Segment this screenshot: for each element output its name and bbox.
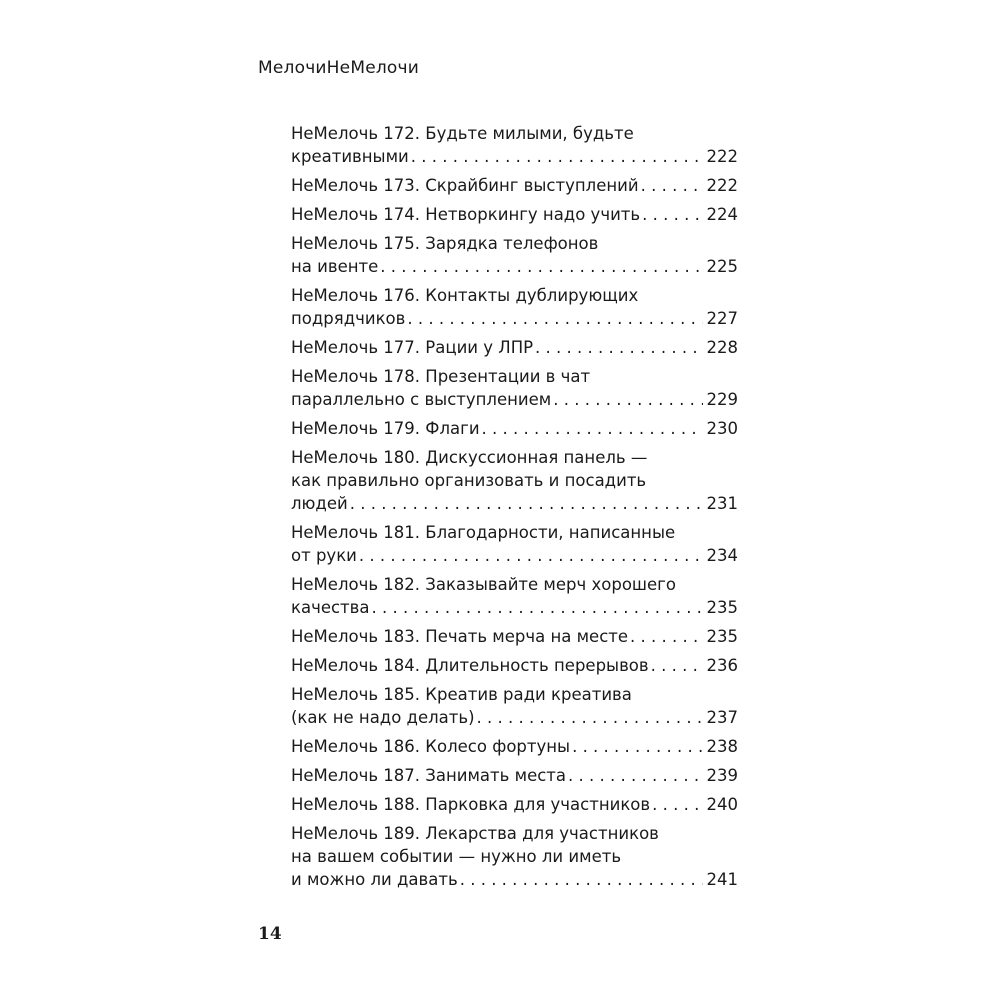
- toc-entry-title-line: качества: [291, 598, 370, 617]
- dot-leader: [568, 764, 702, 787]
- toc-entry-page-number: 235: [706, 627, 738, 646]
- toc-entry-title-line: НеМелочь 180. Дискуссионная панель —: [291, 448, 648, 467]
- dot-leader: [630, 625, 702, 648]
- dot-leader: [553, 388, 702, 411]
- dot-leader: [380, 255, 702, 278]
- toc-entry-last-line: [291, 307, 738, 330]
- dot-leader: [411, 145, 703, 168]
- toc-entry: [291, 654, 738, 677]
- toc-entry: [291, 521, 738, 567]
- toc-entry-page-number: 231: [706, 494, 738, 513]
- toc-entry-last-line: [291, 145, 738, 168]
- toc-entry-title-line: параллельно с выступлением: [291, 390, 552, 409]
- toc-entry: [291, 683, 738, 729]
- toc-entry: [291, 446, 738, 515]
- toc-entry-title-line: НеМелочь 177. Рации у ЛПР: [291, 338, 534, 357]
- toc-entry-page-number: 222: [706, 176, 738, 195]
- toc-entry-page-number: 240: [706, 795, 738, 814]
- toc-entry: [291, 573, 738, 619]
- toc-entry: [291, 735, 738, 758]
- toc-entry: [291, 822, 738, 891]
- toc-entry-last-line: [291, 174, 738, 197]
- toc-entry-title-line: НеМелочь 182. Заказывайте мерч хорошего: [291, 575, 676, 594]
- toc-entry: [291, 174, 738, 197]
- toc-entry-title-line: на ивенте: [291, 257, 379, 276]
- toc-entry-last-line: [291, 492, 738, 515]
- toc-entry-title-line: от руки: [291, 546, 357, 565]
- dot-leader: [372, 596, 703, 619]
- toc-entry-title-line: подрядчиков: [291, 309, 406, 328]
- table-of-contents: [291, 122, 738, 897]
- toc-entry-page-number: 228: [706, 338, 738, 357]
- toc-entry: [291, 417, 738, 440]
- toc-entry-title-line: НеМелочь 175. Зарядка телефонов: [291, 234, 599, 253]
- dot-leader: [350, 492, 703, 515]
- page-number: 14: [258, 924, 282, 944]
- toc-entry-title-line: НеМелочь 188. Парковка для участников: [291, 795, 651, 814]
- dot-leader: [641, 174, 703, 197]
- toc-entry-last-line: [291, 544, 738, 567]
- toc-entry: [291, 122, 738, 168]
- toc-entry-title-line: как правильно организовать и посадить: [291, 471, 647, 490]
- toc-entry-page-number: 222: [706, 147, 738, 166]
- toc-entry-title-line: НеМелочь 185. Креатив ради креатива: [291, 685, 632, 704]
- toc-entry-page-number: 238: [706, 737, 738, 756]
- toc-entry: [291, 336, 738, 359]
- toc-entry-last-line: [291, 793, 738, 816]
- toc-entry-page-number: 230: [706, 419, 738, 438]
- toc-entry-title-line: креативными: [291, 147, 409, 166]
- dot-leader: [572, 735, 702, 758]
- toc-entry-page-number: 237: [706, 708, 738, 727]
- toc-entry: [291, 625, 738, 648]
- toc-entry-page-number: 235: [706, 598, 738, 617]
- toc-entry-last-line: [291, 255, 738, 278]
- dot-leader: [651, 654, 703, 677]
- dot-leader: [407, 307, 702, 330]
- toc-entry-page-number: 241: [706, 870, 738, 889]
- dot-leader: [535, 336, 702, 359]
- toc-entry-page-number: 229: [706, 390, 738, 409]
- toc-entry-title-line: НеМелочь 181. Благодарности, написанные: [291, 523, 676, 542]
- toc-entry-title-line: на вашем событии — нужно ли иметь: [291, 847, 622, 866]
- toc-entry-title-line: НеМелочь 184. Длительность перерывов: [291, 656, 649, 675]
- toc-entry-page-number: 236: [706, 656, 738, 675]
- toc-entry: [291, 203, 738, 226]
- dot-leader: [482, 417, 703, 440]
- toc-entry-title-line: НеМелочь 174. Нетворкингу надо учить: [291, 205, 641, 224]
- toc-entry-last-line: [291, 868, 738, 891]
- toc-entry-last-line: [291, 764, 738, 787]
- toc-entry-last-line: [291, 735, 738, 758]
- toc-entry-last-line: [291, 706, 738, 729]
- dot-leader: [652, 793, 702, 816]
- dot-leader: [359, 544, 703, 567]
- toc-entry-title-line: НеМелочь 179. Флаги: [291, 419, 480, 438]
- running-head: МелочиНеМелочи: [258, 58, 420, 78]
- toc-entry: [291, 232, 738, 278]
- dot-leader: [642, 203, 702, 226]
- toc-entry-page-number: 227: [706, 309, 738, 328]
- toc-entry-title-line: НеМелочь 178. Презентации в чат: [291, 367, 591, 386]
- toc-entry-title-line: НеМелочь 186. Колесо фортуны: [291, 737, 571, 756]
- toc-entry-title-line: НеМелочь 183. Печать мерча на месте: [291, 627, 629, 646]
- toc-entry-last-line: [291, 596, 738, 619]
- toc-entry-title-line: НеМелочь 189. Лекарства для участников: [291, 824, 659, 843]
- toc-entry-last-line: [291, 203, 738, 226]
- toc-entry-page-number: 234: [706, 546, 738, 565]
- toc-entry-page-number: 225: [706, 257, 738, 276]
- toc-entry-last-line: [291, 336, 738, 359]
- toc-entry-last-line: [291, 654, 738, 677]
- toc-entry-last-line: [291, 417, 738, 440]
- toc-entry-page-number: 239: [706, 766, 738, 785]
- toc-entry-page-number: 224: [706, 205, 738, 224]
- toc-entry: [291, 365, 738, 411]
- toc-entry-title-line: и можно ли давать: [291, 870, 458, 889]
- toc-entry-title-line: НеМелочь 176. Контакты дублирующих: [291, 286, 639, 305]
- dot-leader: [460, 868, 703, 891]
- toc-entry: [291, 793, 738, 816]
- toc-entry-title-line: НеМелочь 173. Скрайбинг выступлений: [291, 176, 639, 195]
- toc-entry-title-line: (как не надо делать): [291, 708, 475, 727]
- dot-leader: [477, 706, 703, 729]
- toc-entry-title-line: НеМелочь 172. Будьте милыми, будьте: [291, 124, 634, 143]
- toc-entry: [291, 284, 738, 330]
- toc-entry: [291, 764, 738, 787]
- toc-entry-last-line: [291, 388, 738, 411]
- toc-entry-last-line: [291, 625, 738, 648]
- toc-entry-title-line: людей: [291, 494, 348, 513]
- toc-entry-title-line: НеМелочь 187. Занимать места: [291, 766, 567, 785]
